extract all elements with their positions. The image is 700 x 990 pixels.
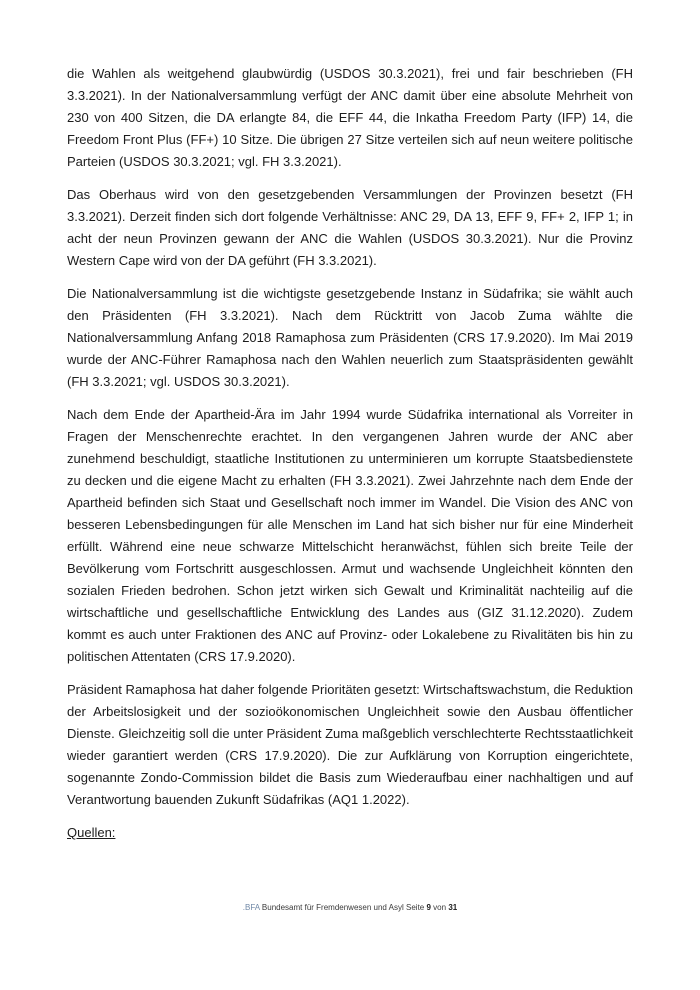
- document-body: [67, 63, 633, 855]
- paragraph-national-assembly: Die Nationalversammlung ist die wichtigste gesetzgebende Instanz in Südafrika; sie wählt auch den Präsidenten (FH 3.3.2021). Nach dem Rücktritt von Jacob Zuma wählte die Nationalversammlung Anfang 2018 Ramaphosa zum Präsidenten (CRS 17.9.2020). Im Mai 2019 wurde der ANC-Führer Ramaphosa nach den Wahlen neuerlich zum Staatspräsidenten gewählt (FH 3.3.2021; vgl. USDOS 30.3.2021).: [67, 286, 633, 389]
- paragraph-upper-house: Das Oberhaus wird von den gesetzgebenden Versammlungen der Provinzen besetzt (FH 3.3.2021). Derzeit finden sich dort folgende Verhältnisse: ANC 29, DA 13, EFF 9, FF+ 2, IFP 1; in acht der neun Provinzen gewann der ANC die Wahlen (USDOS 30.3.2021). Nur die Provinz Western Cape wird von der DA geführt (FH 3.3.2021).: [67, 187, 633, 268]
- footer-org-name: Bundesamt für Fremdenwesen und Asyl: [261, 903, 404, 912]
- footer-page-total: 31: [448, 903, 458, 912]
- paragraph-election-results: die Wahlen als weitgehend glaubwürdig (USDOS 30.3.2021), frei und fair beschrieben (FH 3.3.2021). In der Nationalversammlung verfügt der ANC damit über eine absolute Mehrheit von 230 von 400 Sitzen, die DA erlangte 84, die EFF 44, die Inkatha Freedom Party (IFP) 14, die Freedom Front Plus (FF+) 10 Sitze. Die übrigen 27 Sitze verteilen sich auf neun weitere politische Parteien (USDOS 30.3.2021; vgl. FH 3.3.2021).: [67, 66, 633, 169]
- sources-heading: Quellen:: [67, 825, 116, 840]
- footer-page-number: 9: [426, 903, 431, 912]
- paragraph-post-apartheid: Nach dem Ende der Apartheid-Ära im Jahr 1994 wurde Südafrika international als Vorreiter in Fragen der Menschenrechte erachtet. In den vergangenen Jahren wurde der ANC aber zunehmend beschuldigt, staatliche Institutionen zu unterminieren um korrupte Staatsbedienstete zu decken und die eigene Macht zu erhalten (FH 3.3.2021). Zwei Jahrzehnte nach dem Ende der Apartheid befinden sich Staat und Gesellschaft noch immer im Wandel. Die Vision des ANC von besseren Lebensbedingungen für alle Menschen im Land hat sich bisher nur für eine Minderheit erfüllt. Während eine neue schwarze Mittelschicht heranwächst, fühlen sich breite Teile der Bevölkerung vom Fortschritt ausgeschlossen. Armut und wachsende Ungleichheit könnten den sozialen Frieden bedrohen. Schon jetzt wirken sich Gewalt und Kriminalität nachteilig auf die wirtschaftliche und gesellschaftliche Entwicklung des Landes aus (GIZ 31.12.2020). Zudem kommt es auch unter Fraktionen des ANC auf Provinz- oder Lokalebene zu Rivalitäten bis hin zu politischen Attentaten (CRS 17.9.2020).: [67, 407, 633, 664]
- bfa-logo: .BFA: [242, 903, 260, 912]
- paragraph-ramaphosa-priorities: Präsident Ramaphosa hat daher folgende Prioritäten gesetzt: Wirtschaftswachstum, die Reduktion der Arbeitslosigkeit und der sozioökonomischen Ungleichheit sowie den Ausbau öffentlicher Dienste. Gleichzeitig soll die unter Präsident Zuma maßgeblich verschlechterte Rechtsstaatlichkeit wieder garantiert werden (CRS 17.9.2020). Die zur Aufklärung von Korruption eingerichtete, sogenannte Zondo-Commission bildet die Basis zum Wiederaufbau einer nachhaltigen und auf Verantwortung bauenden Zukunft Südafrikas (AQ1 1.2022).: [67, 682, 633, 807]
- footer-page-label: Seite: [406, 903, 425, 912]
- footer-of-label: von: [433, 903, 447, 912]
- page-footer: [0, 902, 700, 914]
